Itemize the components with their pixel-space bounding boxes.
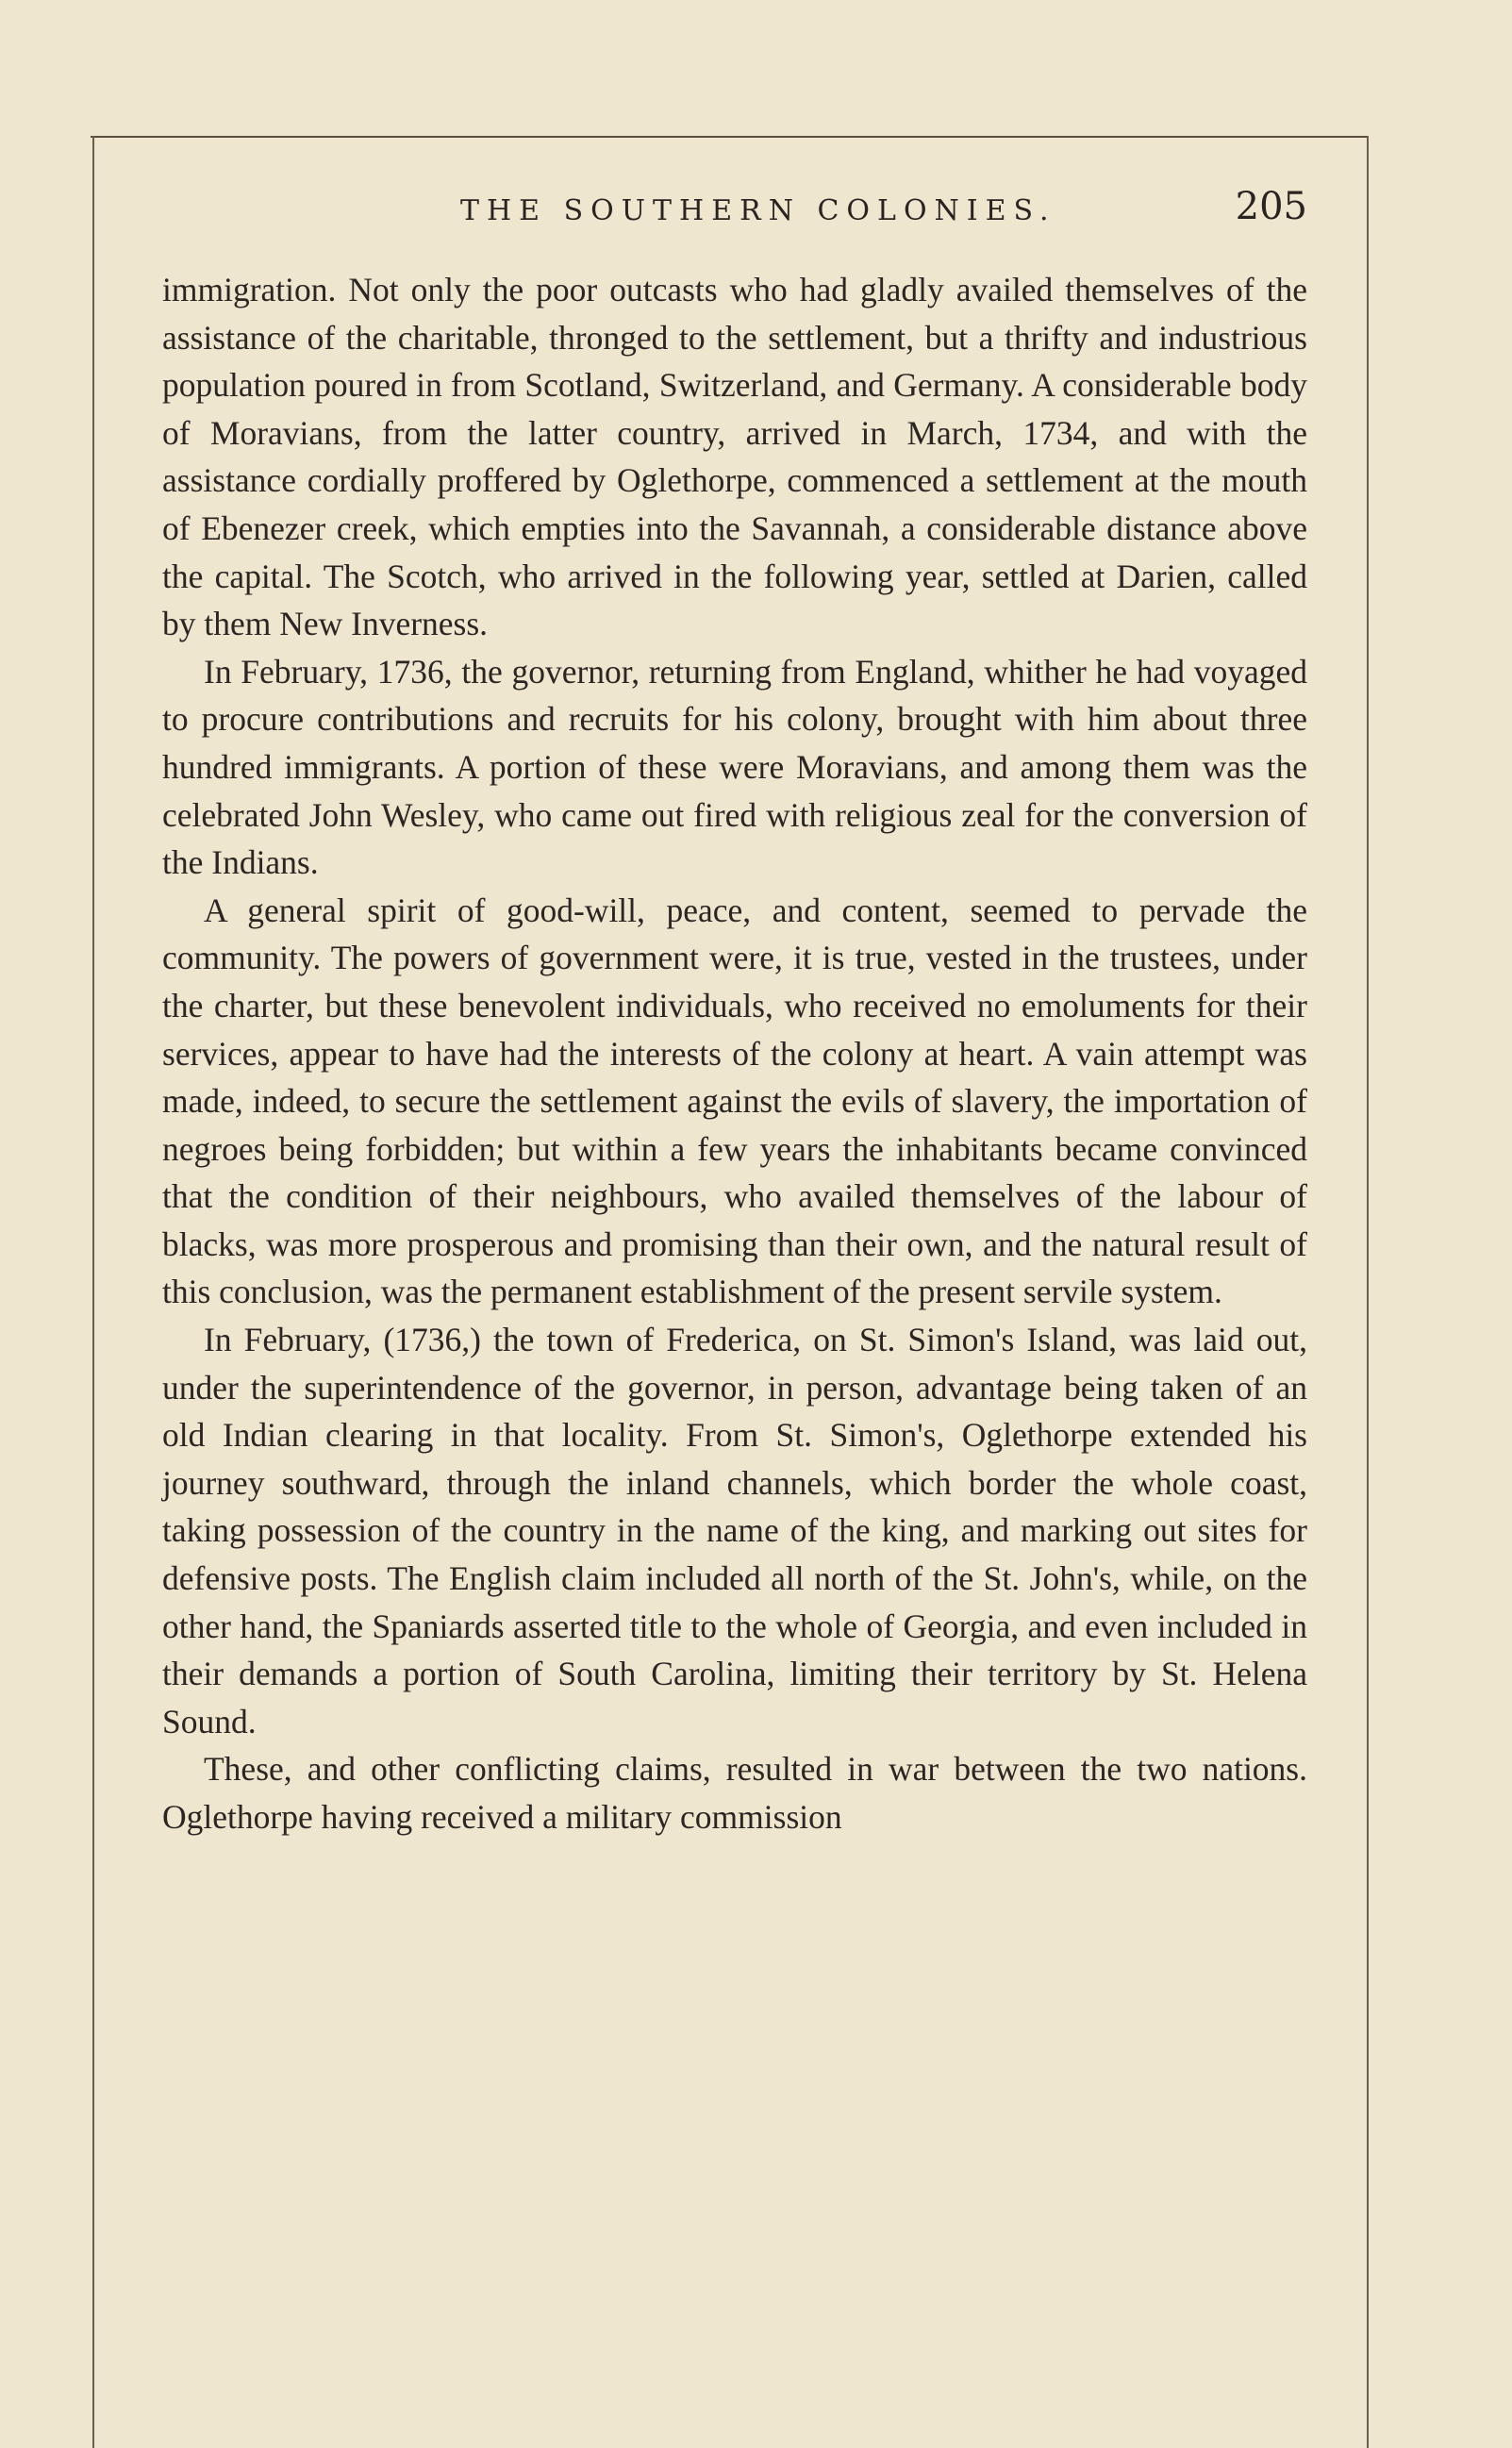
paragraph: In February, (1736,) the town of Frederica, on St. Simon's Island, was laid out, under the superintendence of the governor, in person, advantage being taken of an old Indian clearing in that locality. From St. Simon's, Oglethorpe extended his journey southward, through the inland channels, which border the whole coast, taking possession of the country in the name of the king, and marking out sites for defensive posts. The English claim included all north of the St. John's, while, on the other hand, the Spaniards asserted title to the whole of Georgia, and even included in their demands a portion of South Carolina, limiting their territory by St. Helena Sound.	[162, 1321, 1307, 1740]
page-number: 205	[1235, 185, 1307, 228]
page-header	[162, 185, 1307, 241]
paragraph: immigration. Not only the poor outcasts who had gladly availed themselves of the assistance of the charitable, thronged to the settlement, but a thrifty and industrious population poured in from Scotland, Switzerland, and Germany. A considerable body of Moravians, from the latter country, arrived in March, 1734, and with the assistance cordially proffered by Oglethorpe, commenced a settlement at the mouth of Ebenezer creek, which empties into the Savannah, a considerable distance above the capital. The Scotch, who arrived in the following year, settled at Darien, called by them New Inverness.	[162, 271, 1307, 643]
frame-rule-top	[91, 136, 1368, 138]
paragraph: A general spirit of good-will, peace, and content, seemed to pervade the community. The powers of government were, it is true, vested in the trustees, under the charter, but these benevolent individuals, who received no emoluments for their services, appear to have had the interests of the colony at heart. A vain attempt was made, indeed, to secure the settlement against the evils of slavery, the importation of negroes being forbidden; but within a few years the inhabitants became convinced that the condition of their neighbours, who availed themselves of the labour of blacks, was more prosperous and promising than their own, and the natural result of this conclusion, was the permanent establishment of the present servile system.	[162, 891, 1307, 1311]
paragraph: In February, 1736, the governor, returning from England, whither he had voyaged to procure contributions and recruits for his colony, brought with him about three hundred immigrants. A portion of these were Moravians, and among them was the celebrated John Wesley, who came out fired with religious zeal for the conversion of the Indians.	[162, 652, 1307, 882]
body-text	[162, 266, 1307, 1841]
running-head: THE SOUTHERN COLONIES.	[460, 194, 1056, 227]
frame-rule-left	[92, 136, 94, 2448]
frame-rule-right	[1367, 136, 1369, 2448]
paragraph: These, and other conflicting claims, resulted in war between the two nations. Oglethorpe having received a military commission	[162, 1750, 1307, 1836]
